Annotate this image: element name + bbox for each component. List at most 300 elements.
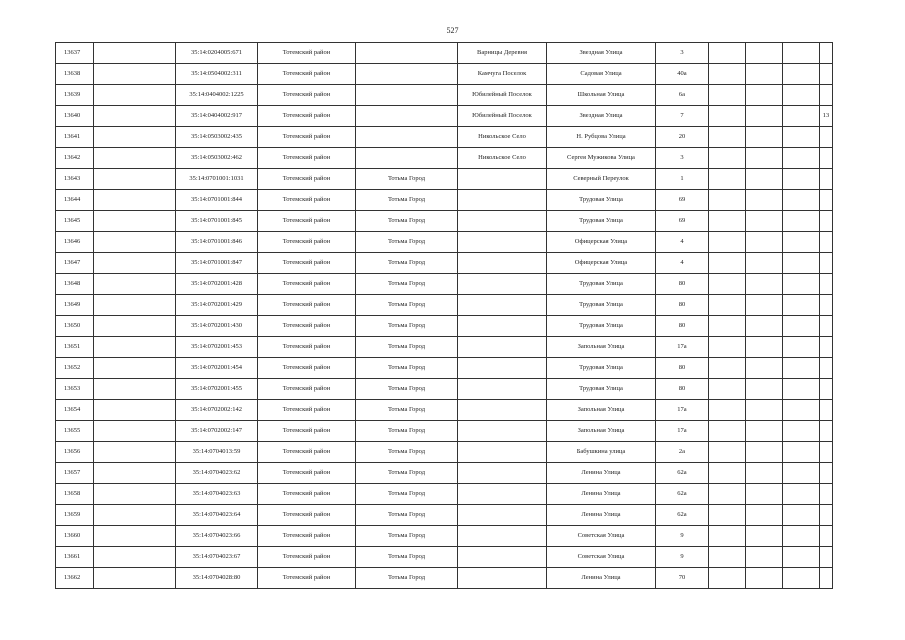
- cadastral-number-cell: 35:14:0704023:66: [176, 526, 258, 547]
- record-number-cell: 13652: [56, 358, 94, 379]
- extra-column-3-cell: [783, 190, 820, 211]
- table-row: [56, 484, 833, 505]
- extra-column-4-cell: [820, 43, 833, 64]
- settlement-cell: Юбилейный Поселок: [458, 85, 547, 106]
- extra-column-4-cell: [820, 463, 833, 484]
- house-number-cell: 3: [656, 43, 709, 64]
- blank-column-cell: [94, 400, 176, 421]
- record-number-cell: 13649: [56, 295, 94, 316]
- record-number-cell: 13656: [56, 442, 94, 463]
- extra-column-2-cell: [746, 484, 783, 505]
- district-cell: Тотемский район: [258, 106, 356, 127]
- extra-column-2-cell: [746, 505, 783, 526]
- settlement-cell: [458, 232, 547, 253]
- extra-column-1-cell: [709, 43, 746, 64]
- record-number-cell: 13647: [56, 253, 94, 274]
- record-number-cell: 13638: [56, 64, 94, 85]
- blank-column-cell: [94, 421, 176, 442]
- house-number-cell: 62а: [656, 484, 709, 505]
- table-row: [56, 253, 833, 274]
- cadastral-number-cell: 35:14:0404002:917: [176, 106, 258, 127]
- extra-column-3-cell: [783, 64, 820, 85]
- cadastral-number-cell: 35:14:0704023:63: [176, 484, 258, 505]
- cadastral-number-cell: 35:14:0704013:59: [176, 442, 258, 463]
- table-row: [56, 190, 833, 211]
- extra-column-2-cell: [746, 316, 783, 337]
- extra-column-2-cell: [746, 463, 783, 484]
- extra-column-2-cell: [746, 106, 783, 127]
- extra-column-3-cell: [783, 526, 820, 547]
- extra-column-4-cell: [820, 253, 833, 274]
- street-cell: Запольная Улица: [547, 400, 656, 421]
- registry-table: [55, 42, 833, 589]
- settlement-cell: [458, 274, 547, 295]
- extra-column-3-cell: [783, 148, 820, 169]
- house-number-cell: 62а: [656, 505, 709, 526]
- house-number-cell: 40а: [656, 64, 709, 85]
- blank-column-cell: [94, 316, 176, 337]
- city-cell: Тотьма Город: [356, 253, 458, 274]
- district-cell: Тотемский район: [258, 379, 356, 400]
- extra-column-2-cell: [746, 253, 783, 274]
- street-cell: Ленина Улица: [547, 568, 656, 589]
- house-number-cell: 80: [656, 379, 709, 400]
- extra-column-1-cell: [709, 274, 746, 295]
- blank-column-cell: [94, 274, 176, 295]
- page-number: 527: [446, 26, 459, 35]
- extra-column-4-cell: [820, 64, 833, 85]
- settlement-cell: [458, 316, 547, 337]
- extra-column-4-cell: 13: [820, 106, 833, 127]
- settlement-cell: [458, 400, 547, 421]
- city-cell: Тотьма Город: [356, 190, 458, 211]
- extra-column-3-cell: [783, 274, 820, 295]
- extra-column-3-cell: [783, 463, 820, 484]
- city-cell: [356, 106, 458, 127]
- street-cell: Ленина Улица: [547, 484, 656, 505]
- house-number-cell: 80: [656, 274, 709, 295]
- extra-column-4-cell: [820, 85, 833, 106]
- district-cell: Тотемский район: [258, 274, 356, 295]
- cadastral-number-cell: 35:14:0701001:845: [176, 211, 258, 232]
- settlement-cell: [458, 379, 547, 400]
- extra-column-4-cell: [820, 379, 833, 400]
- extra-column-1-cell: [709, 295, 746, 316]
- record-number-cell: 13659: [56, 505, 94, 526]
- record-number-cell: 13655: [56, 421, 94, 442]
- blank-column-cell: [94, 568, 176, 589]
- extra-column-4-cell: [820, 148, 833, 169]
- city-cell: Тотьма Город: [356, 358, 458, 379]
- settlement-cell: [458, 526, 547, 547]
- settlement-cell: [458, 484, 547, 505]
- cadastral-number-cell: 35:14:0701001:846: [176, 232, 258, 253]
- extra-column-2-cell: [746, 64, 783, 85]
- extra-column-4-cell: [820, 211, 833, 232]
- extra-column-2-cell: [746, 169, 783, 190]
- record-number-cell: 13637: [56, 43, 94, 64]
- city-cell: Тотьма Город: [356, 379, 458, 400]
- city-cell: Тотьма Город: [356, 484, 458, 505]
- house-number-cell: 80: [656, 316, 709, 337]
- extra-column-4-cell: [820, 190, 833, 211]
- city-cell: Тотьма Город: [356, 400, 458, 421]
- extra-column-3-cell: [783, 505, 820, 526]
- street-cell: Северный Переулок: [547, 169, 656, 190]
- extra-column-2-cell: [746, 337, 783, 358]
- extra-column-1-cell: [709, 547, 746, 568]
- extra-column-2-cell: [746, 43, 783, 64]
- street-cell: Трудовая Улица: [547, 274, 656, 295]
- cadastral-number-cell: 35:14:0503002:435: [176, 127, 258, 148]
- district-cell: Тотемский район: [258, 526, 356, 547]
- house-number-cell: 6а: [656, 85, 709, 106]
- extra-column-1-cell: [709, 484, 746, 505]
- table-row: [56, 526, 833, 547]
- table-row: [56, 316, 833, 337]
- house-number-cell: 7: [656, 106, 709, 127]
- blank-column-cell: [94, 505, 176, 526]
- extra-column-2-cell: [746, 148, 783, 169]
- extra-column-2-cell: [746, 274, 783, 295]
- blank-column-cell: [94, 442, 176, 463]
- table-row: [56, 85, 833, 106]
- extra-column-1-cell: [709, 379, 746, 400]
- city-cell: Тотьма Город: [356, 274, 458, 295]
- house-number-cell: 20: [656, 127, 709, 148]
- city-cell: Тотьма Город: [356, 505, 458, 526]
- blank-column-cell: [94, 253, 176, 274]
- blank-column-cell: [94, 337, 176, 358]
- house-number-cell: 9: [656, 547, 709, 568]
- extra-column-2-cell: [746, 232, 783, 253]
- extra-column-3-cell: [783, 421, 820, 442]
- cadastral-number-cell: 35:14:0704023:67: [176, 547, 258, 568]
- extra-column-2-cell: [746, 379, 783, 400]
- house-number-cell: 1: [656, 169, 709, 190]
- record-number-cell: 13650: [56, 316, 94, 337]
- extra-column-3-cell: [783, 43, 820, 64]
- street-cell: Трудовая Улица: [547, 211, 656, 232]
- city-cell: [356, 85, 458, 106]
- street-cell: Трудовая Улица: [547, 295, 656, 316]
- street-cell: Сергея Мужикова Улица: [547, 148, 656, 169]
- record-number-cell: 13641: [56, 127, 94, 148]
- blank-column-cell: [94, 232, 176, 253]
- blank-column-cell: [94, 169, 176, 190]
- table-row: [56, 379, 833, 400]
- extra-column-3-cell: [783, 106, 820, 127]
- district-cell: Тотемский район: [258, 421, 356, 442]
- record-number-cell: 13645: [56, 211, 94, 232]
- street-cell: Н. Рубцова Улица: [547, 127, 656, 148]
- district-cell: Тотемский район: [258, 337, 356, 358]
- record-number-cell: 13658: [56, 484, 94, 505]
- extra-column-3-cell: [783, 211, 820, 232]
- cadastral-number-cell: 35:14:0702001:454: [176, 358, 258, 379]
- street-cell: Трудовая Улица: [547, 316, 656, 337]
- table-row: [56, 232, 833, 253]
- city-cell: Тотьма Город: [356, 526, 458, 547]
- extra-column-3-cell: [783, 358, 820, 379]
- record-number-cell: 13657: [56, 463, 94, 484]
- district-cell: Тотемский район: [258, 484, 356, 505]
- street-cell: Школьная Улица: [547, 85, 656, 106]
- extra-column-1-cell: [709, 169, 746, 190]
- table-row: [56, 400, 833, 421]
- table-row: [56, 463, 833, 484]
- city-cell: Тотьма Город: [356, 421, 458, 442]
- extra-column-4-cell: [820, 526, 833, 547]
- table-row: [56, 547, 833, 568]
- extra-column-3-cell: [783, 568, 820, 589]
- cadastral-number-cell: 35:14:0702001:453: [176, 337, 258, 358]
- record-number-cell: 13653: [56, 379, 94, 400]
- city-cell: Тотьма Город: [356, 169, 458, 190]
- settlement-cell: [458, 190, 547, 211]
- blank-column-cell: [94, 106, 176, 127]
- extra-column-3-cell: [783, 85, 820, 106]
- blank-column-cell: [94, 43, 176, 64]
- extra-column-3-cell: [783, 316, 820, 337]
- house-number-cell: 80: [656, 358, 709, 379]
- record-number-cell: 13642: [56, 148, 94, 169]
- district-cell: Тотемский район: [258, 358, 356, 379]
- cadastral-number-cell: 35:14:0702002:147: [176, 421, 258, 442]
- blank-column-cell: [94, 547, 176, 568]
- street-cell: Офицерская Улица: [547, 253, 656, 274]
- extra-column-1-cell: [709, 526, 746, 547]
- table-row: [56, 169, 833, 190]
- extra-column-1-cell: [709, 316, 746, 337]
- table-row: [56, 358, 833, 379]
- settlement-cell: [458, 568, 547, 589]
- settlement-cell: [458, 358, 547, 379]
- extra-column-3-cell: [783, 253, 820, 274]
- extra-column-3-cell: [783, 232, 820, 253]
- extra-column-3-cell: [783, 379, 820, 400]
- settlement-cell: [458, 169, 547, 190]
- settlement-cell: [458, 295, 547, 316]
- settlement-cell: [458, 547, 547, 568]
- district-cell: Тотемский район: [258, 127, 356, 148]
- extra-column-2-cell: [746, 442, 783, 463]
- record-number-cell: 13661: [56, 547, 94, 568]
- record-number-cell: 13654: [56, 400, 94, 421]
- blank-column-cell: [94, 526, 176, 547]
- street-cell: Звездная Улица: [547, 106, 656, 127]
- table-row: [56, 505, 833, 526]
- extra-column-1-cell: [709, 400, 746, 421]
- record-number-cell: 13651: [56, 337, 94, 358]
- city-cell: Тотьма Город: [356, 568, 458, 589]
- house-number-cell: 69: [656, 190, 709, 211]
- extra-column-4-cell: [820, 421, 833, 442]
- district-cell: Тотемский район: [258, 442, 356, 463]
- blank-column-cell: [94, 379, 176, 400]
- extra-column-2-cell: [746, 526, 783, 547]
- extra-column-2-cell: [746, 127, 783, 148]
- extra-column-3-cell: [783, 337, 820, 358]
- extra-column-3-cell: [783, 547, 820, 568]
- house-number-cell: 3: [656, 148, 709, 169]
- extra-column-1-cell: [709, 190, 746, 211]
- district-cell: Тотемский район: [258, 232, 356, 253]
- extra-column-2-cell: [746, 85, 783, 106]
- house-number-cell: 4: [656, 232, 709, 253]
- street-cell: Бабушкина улица: [547, 442, 656, 463]
- cadastral-number-cell: 35:14:0702001:428: [176, 274, 258, 295]
- extra-column-1-cell: [709, 337, 746, 358]
- blank-column-cell: [94, 64, 176, 85]
- district-cell: Тотемский район: [258, 85, 356, 106]
- extra-column-1-cell: [709, 211, 746, 232]
- extra-column-1-cell: [709, 421, 746, 442]
- blank-column-cell: [94, 85, 176, 106]
- house-number-cell: 70: [656, 568, 709, 589]
- table-row: [56, 442, 833, 463]
- extra-column-1-cell: [709, 358, 746, 379]
- street-cell: Трудовая Улица: [547, 190, 656, 211]
- extra-column-1-cell: [709, 148, 746, 169]
- house-number-cell: 62а: [656, 463, 709, 484]
- house-number-cell: 17а: [656, 337, 709, 358]
- street-cell: Садовая Улица: [547, 64, 656, 85]
- cadastral-number-cell: 35:14:0704023:64: [176, 505, 258, 526]
- settlement-cell: [458, 442, 547, 463]
- house-number-cell: 9: [656, 526, 709, 547]
- record-number-cell: 13639: [56, 85, 94, 106]
- blank-column-cell: [94, 211, 176, 232]
- extra-column-3-cell: [783, 295, 820, 316]
- extra-column-4-cell: [820, 169, 833, 190]
- blank-column-cell: [94, 295, 176, 316]
- house-number-cell: 80: [656, 295, 709, 316]
- district-cell: Тотемский район: [258, 211, 356, 232]
- extra-column-2-cell: [746, 295, 783, 316]
- district-cell: Тотемский район: [258, 547, 356, 568]
- record-number-cell: 13648: [56, 274, 94, 295]
- settlement-cell: Юбилейный Поселок: [458, 106, 547, 127]
- city-cell: Тотьма Город: [356, 316, 458, 337]
- extra-column-4-cell: [820, 547, 833, 568]
- city-cell: Тотьма Город: [356, 442, 458, 463]
- district-cell: Тотемский район: [258, 400, 356, 421]
- house-number-cell: 17а: [656, 421, 709, 442]
- table-row: [56, 295, 833, 316]
- extra-column-1-cell: [709, 463, 746, 484]
- city-cell: [356, 64, 458, 85]
- blank-column-cell: [94, 484, 176, 505]
- settlement-cell: [458, 253, 547, 274]
- extra-column-4-cell: [820, 127, 833, 148]
- table-row: [56, 211, 833, 232]
- cadastral-number-cell: 35:14:0701001:847: [176, 253, 258, 274]
- cadastral-number-cell: 35:14:0702002:142: [176, 400, 258, 421]
- blank-column-cell: [94, 148, 176, 169]
- city-cell: Тотьма Город: [356, 295, 458, 316]
- settlement-cell: [458, 463, 547, 484]
- extra-column-1-cell: [709, 442, 746, 463]
- table-row: [56, 148, 833, 169]
- extra-column-4-cell: [820, 316, 833, 337]
- extra-column-3-cell: [783, 442, 820, 463]
- street-cell: Запольная Улица: [547, 337, 656, 358]
- extra-column-2-cell: [746, 400, 783, 421]
- extra-column-1-cell: [709, 127, 746, 148]
- city-cell: [356, 127, 458, 148]
- extra-column-1-cell: [709, 85, 746, 106]
- blank-column-cell: [94, 463, 176, 484]
- cadastral-number-cell: 35:14:0701001:1031: [176, 169, 258, 190]
- extra-column-1-cell: [709, 64, 746, 85]
- city-cell: Тотьма Город: [356, 337, 458, 358]
- blank-column-cell: [94, 358, 176, 379]
- house-number-cell: 69: [656, 211, 709, 232]
- extra-column-4-cell: [820, 232, 833, 253]
- extra-column-4-cell: [820, 295, 833, 316]
- registry-table-body: [56, 43, 833, 589]
- extra-column-2-cell: [746, 568, 783, 589]
- extra-column-3-cell: [783, 484, 820, 505]
- cadastral-number-cell: 35:14:0702001:455: [176, 379, 258, 400]
- extra-column-3-cell: [783, 169, 820, 190]
- street-cell: Трудовая Улица: [547, 379, 656, 400]
- extra-column-1-cell: [709, 106, 746, 127]
- district-cell: Тотемский район: [258, 43, 356, 64]
- table-row: [56, 64, 833, 85]
- extra-column-1-cell: [709, 253, 746, 274]
- district-cell: Тотемский район: [258, 505, 356, 526]
- record-number-cell: 13644: [56, 190, 94, 211]
- extra-column-4-cell: [820, 358, 833, 379]
- blank-column-cell: [94, 190, 176, 211]
- district-cell: Тотемский район: [258, 148, 356, 169]
- record-number-cell: 13640: [56, 106, 94, 127]
- city-cell: Тотьма Город: [356, 211, 458, 232]
- extra-column-4-cell: [820, 442, 833, 463]
- extra-column-1-cell: [709, 568, 746, 589]
- street-cell: Ленина Улица: [547, 463, 656, 484]
- settlement-cell: Никольское Село: [458, 148, 547, 169]
- extra-column-4-cell: [820, 568, 833, 589]
- district-cell: Тотемский район: [258, 568, 356, 589]
- house-number-cell: 2а: [656, 442, 709, 463]
- settlement-cell: Варницы Деревня: [458, 43, 547, 64]
- settlement-cell: Никольское Село: [458, 127, 547, 148]
- record-number-cell: 13646: [56, 232, 94, 253]
- settlement-cell: [458, 505, 547, 526]
- district-cell: Тотемский район: [258, 463, 356, 484]
- cadastral-number-cell: 35:14:0702001:429: [176, 295, 258, 316]
- house-number-cell: 17а: [656, 400, 709, 421]
- cadastral-number-cell: 35:14:0704023:62: [176, 463, 258, 484]
- cadastral-number-cell: 35:14:0504002:311: [176, 64, 258, 85]
- city-cell: Тотьма Город: [356, 232, 458, 253]
- cadastral-number-cell: 35:14:0503002:462: [176, 148, 258, 169]
- extra-column-2-cell: [746, 547, 783, 568]
- extra-column-1-cell: [709, 505, 746, 526]
- extra-column-4-cell: [820, 274, 833, 295]
- record-number-cell: 13660: [56, 526, 94, 547]
- table-row: [56, 127, 833, 148]
- cadastral-number-cell: 35:14:0701001:844: [176, 190, 258, 211]
- extra-column-2-cell: [746, 358, 783, 379]
- table-row: [56, 274, 833, 295]
- cadastral-number-cell: 35:14:0404002:1225: [176, 85, 258, 106]
- cadastral-number-cell: 35:14:0704028:80: [176, 568, 258, 589]
- cadastral-number-cell: 35:14:0702001:430: [176, 316, 258, 337]
